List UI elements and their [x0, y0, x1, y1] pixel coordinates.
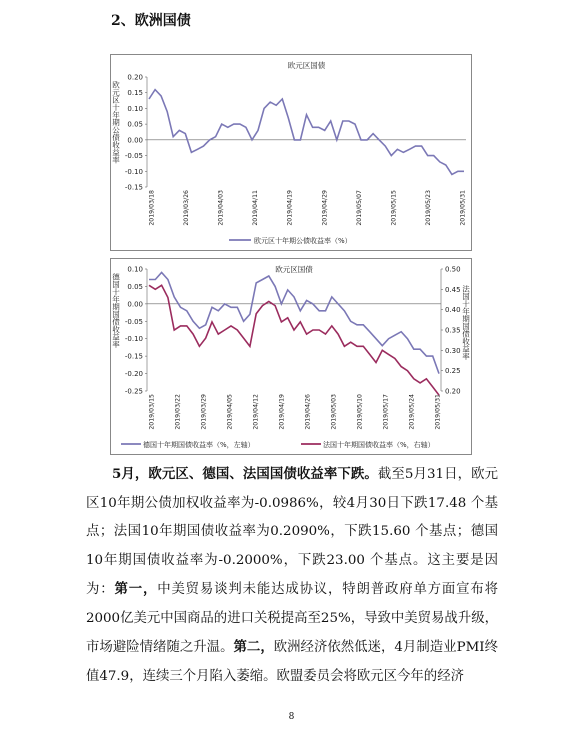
chart1-ytick-label: -0.10: [124, 167, 143, 176]
chart1-title: 欧元区国债: [287, 61, 326, 70]
chart1-series-line-0: [149, 90, 464, 175]
paragraph-lead: 5月，欧元区、德国、法国国债收益率下跌。: [112, 466, 378, 482]
chart1-xtick-label: 2019/05/15: [390, 190, 398, 226]
chart1-xtick-label: 2019/04/11: [252, 190, 260, 226]
chart1-ytick-label: 0.10: [127, 104, 143, 113]
chart1-svg: [111, 55, 471, 250]
chart1-ytick-label: 0.05: [127, 120, 143, 129]
chart2-ytick-right-label: 0.20: [445, 387, 461, 396]
chart1-ylabel: 欧元区十年期公债收益率: [111, 81, 121, 164]
chart1-ytick-label: 0.15: [127, 89, 143, 98]
chart2-ytick-label: -0.15: [124, 352, 143, 361]
chart1-ytick-label: -0.05: [124, 152, 143, 161]
chart-germany-france-10y-yield: [110, 258, 472, 455]
chart2-xtick-label: 2019/05/17: [382, 394, 390, 430]
chart1-ytick-label: 0.00: [127, 136, 143, 145]
chart-eurozone-10y-yield: [110, 54, 472, 251]
chart1-legend-label: 欧元区十年期公债收益率（%）: [254, 237, 352, 245]
chart2-xtick-label: 2019/05/24: [408, 394, 416, 430]
chart2-ytick-right-label: 0.25: [445, 367, 461, 376]
chart1-ytick-label: -0.15: [124, 183, 143, 192]
chart1-xtick-label: 2019/04/03: [217, 190, 225, 226]
chart2-title: 欧元区国债: [275, 265, 313, 274]
chart2-xtick-label: 2019/04/12: [252, 394, 260, 430]
section-heading: 2、欧洲国债: [111, 13, 191, 29]
chart1-ytick-label: 0.20: [127, 73, 143, 82]
chart2-ytick-right-label: 0.50: [445, 265, 461, 274]
chart2-ytick-label: 0.00: [127, 300, 143, 309]
point-second: 第二，: [233, 639, 274, 655]
chart2-ylabel: 德国十年期国债收益率: [111, 273, 121, 348]
chart1-xtick-label: 2019/03/26: [183, 190, 191, 226]
chart2-ytick-label: -0.10: [124, 335, 143, 344]
chart1-xtick-label: 2019/05/07: [355, 189, 363, 226]
chart1-xtick-label: 2019/04/29: [321, 190, 329, 226]
chart2-ytick-label: -0.25: [124, 387, 143, 396]
paragraph-body-3: 欧洲经济依然低迷，4月制造业PMI终值47.9，连续三个月陷入萎缩。欧盟委员会将欧元区今年的经济: [86, 640, 499, 684]
chart2-ytick-label: 0.10: [127, 265, 143, 274]
chart2-xtick-label: 2019/03/29: [200, 394, 208, 430]
chart2-xtick-label: 2019/05/31: [434, 394, 442, 430]
chart2-ytick-label: -0.05: [124, 317, 143, 326]
chart2-ytick-right-label: 0.40: [445, 306, 461, 315]
chart2-svg: [111, 259, 471, 454]
page-number: 8: [288, 712, 295, 722]
chart2-ytick-right-label: 0.45: [445, 285, 461, 294]
chart2-xtick-label: 2019/05/10: [356, 394, 364, 430]
chart2-xtick-label: 2019/03/15: [148, 394, 156, 430]
chart1-xtick-label: 2019/04/19: [286, 190, 294, 226]
chart2-ytick-right-label: 0.30: [445, 346, 461, 355]
chart2-series-line-1: [149, 285, 439, 395]
chart1-xtick-label: 2019/05/31: [459, 190, 467, 226]
paragraph-body-1: 截至5月31日，欧元区10年期公债加权收益率为-0.0986%，较4月30日下跌17.48 个基点；法国10年期国债收益率为0.2090%，下跌15.60 个基点；德国10年期国债收益率为-0.2000%，下跌23.00 个基点。这主要是因为：: [86, 467, 498, 597]
chart2-xtick-label: 2019/04/05: [226, 394, 234, 430]
chart2-ytick-right-label: 0.35: [445, 326, 461, 335]
chart1-xtick-label: 2019/05/23: [424, 190, 432, 226]
chart2-ylabel-right: 法国十年期国债收益率: [461, 285, 471, 360]
chart2-xtick-label: 2019/03/22: [174, 394, 182, 430]
chart2-legend-label-1: 法国十年期国债收益率（%，右轴）: [323, 441, 435, 449]
chart2-xtick-label: 2019/04/26: [304, 394, 312, 430]
paragraph-body-2: 中美贸易谈判未能达成协议，特朗普政府单方面宣布将2000亿美元中国商品的进口关税提高至25%，导致中美贸易战升级，市场避险情绪随之升温。: [86, 582, 499, 655]
body-paragraph: [86, 460, 498, 691]
chart2-ytick-label: -0.20: [124, 370, 143, 379]
chart2-legend-label-0: 德国十年期国债收益率（%，左轴）: [143, 441, 255, 449]
point-first: 第一，: [114, 581, 158, 597]
chart2-xtick-label: 2019/05/03: [330, 394, 338, 430]
chart2-ytick-label: 0.05: [127, 282, 143, 291]
chart2-xtick-label: 2019/04/19: [278, 394, 286, 430]
chart1-xtick-label: 2019/03/18: [148, 190, 156, 226]
